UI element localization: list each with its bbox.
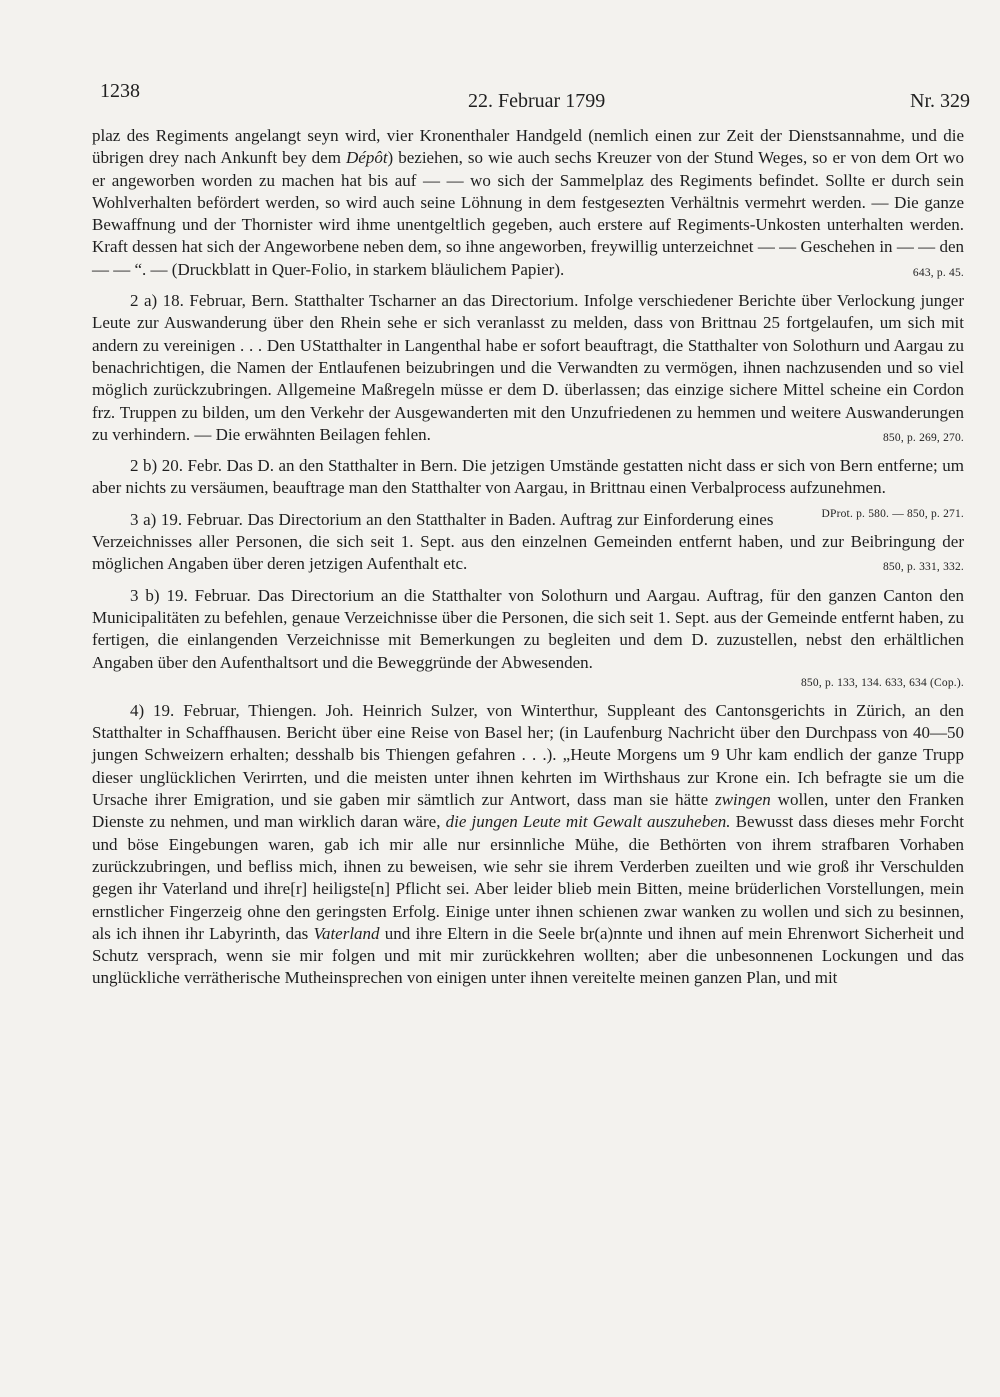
italic-text: Dépôt [346, 148, 388, 168]
italic-text: die jungen Leute mit Gewalt auszuheben. [445, 812, 731, 832]
entry-text: und ihre Eltern in die Seele br(a)nnte und ihnen auf mein Ehrenwort Sicherheit und Schutz versprach, wenn sie mir folgen und mit mir zurückkehren wollten; aber die unbesonnenen Lockungen und das unglückliche verrätherische Mutheinsprechen von einigen unter ihnen vereitelte meinen ganzen Plan, und mit [92, 923, 964, 988]
entry-2a [92, 290, 964, 446]
entry-3b [92, 585, 964, 691]
paragraph-text: plaz des Regiments angelangt seyn wird, vier Kronenthaler Handgeld (nemlich einen zur Zeit der Dienstsannahme, und die übrigen drey nach Ankunft bey dem [92, 126, 964, 168]
entry-text: 2 a) 18. Februar, Bern. Statthalter Tscharner an das Directorium. Infolge verschiedener Berichte über Verlockung junger Leute zur Auswanderung über den Rhein sehe er sich veranlasst zu melden, dass von Brittnau 25 fortgelaufen, um sich mit andern zu vereinigen . . . Den UStatthalter in Langenthal habe er sofort beauftragt, die Statthalter von Solothurn und Aargau zu benachrichtigen, die Namen der Entlaufenen beizubringen und die Verwandten zu vermögen, ihnen nachzusenden und so viel möglich zurückzubringen. Allgemeine Maßregeln müsse er dem D. überlassen; das einzige sichere Mittel scheine ein Cordon frz. Truppen zu bilden, um den Verkehr der Ausgewanderten mit den Unzufriedenen zu hemmen und weitere Auswanderungen zu verhindern. — Die erwähnten Beilagen fehlen. [92, 291, 964, 444]
page-header [100, 80, 970, 110]
source-reference: 643, p. 45. [912, 266, 964, 279]
page-number: 1238 [100, 80, 140, 102]
document-number: Nr. 329 [910, 90, 970, 112]
entry-4 [92, 700, 964, 990]
italic-text: Vaterland [313, 923, 380, 943]
page-body [92, 125, 964, 990]
source-reference: 850, p. 331, 332. [882, 561, 964, 574]
source-reference: 850, p. 133, 134. 633, 634 (Cop.). [800, 676, 964, 689]
source-reference: 850, p. 269, 270. [882, 431, 964, 444]
italic-text: zwingen [715, 790, 771, 810]
entry-text: 4) 19. Februar, Thiengen. Joh. Heinrich Sulzer, von Winterthur, Suppleant des Cantonsgerichts in Zürich, an den Statthalter in Schaffhausen. Bericht über eine Reise von Basel her; (in Laufenburg Nachricht über den Durchpass von 40—50 jungen Schweizern erhalten; desshalb bis Thiengen gefahren . . .). „Heute Morgens um 9 Uhr kam endlich der ganze Trupp dieser unglücklichen Verirrten, und die meisten unter ihnen kehrten im Wirthshaus zur Krone ein. Ich befragte sie um die Ursache ihrer Emigration, und sie gaben mir sämtlich zur Antwort, dass man sie hätte [92, 700, 964, 810]
continued-paragraph [92, 125, 964, 281]
entry-text: 3 b) 19. Februar. Das Directorium an die Statthalter von Solothurn und Aargau. Auftrag, für den ganzen Canton den Municipalitäten zu befehlen, genaue Verzeichnisse über die Personen, die sich seit 1. Sept. aus der Gemeinde entfernt haben, zu fertigen, die einlangenden Verzeichnisse mit Bemerkungen zu begleiten und dem D. zuzustellen, nebst den erhältlichen Angaben über den Aufenthaltsort und die Beweggründe der Abwesenden. [92, 585, 964, 672]
entry-text: 2 b) 20. Febr. Das D. an den Statthalter in Bern. Die jetzigen Umstände gestatten nicht dass er sich von Bern entferne; um aber nichts zu versäumen, beauftrage man den Statthalter von Aargau, in Brittnau einen Verbalprocess aufzunehmen. [92, 456, 964, 498]
header-date: 22. Februar 1799 [468, 90, 606, 112]
entry-text: Bewusst dass dieses mehr Forcht und böse Eingebungen waren, gab ich mir alle nur ersinnliche Mühe, die Bethörten von ihrem strafbaren Vorhaben zurückzubringen, und befliss mich, ihnen zu beweisen, wie sehr sie ihrem Verderben zueilten und wie groß ihr Verschulden gegen ihr Vaterland und ihre[r] heiligste[n] Pflicht sei. Aber leider blieb mein Bitten, meine brüderlichen Vorstellungen, mein ernstlicher Fingerzeig ohne den geringsten Erfolg. Einige unter ihnen schienen zwar wanken zu wollen und sich zu besinnen, als ich ihnen ihr Labyrinth, das [92, 812, 964, 943]
entry-2b [92, 455, 964, 520]
source-reference: DProt. p. 580. — 850, p. 271. [821, 507, 964, 520]
entry-text: wollen, unter den Franken Dienste zu nehmen, und man wirklich daran wäre, [92, 790, 965, 832]
paragraph-text: ) beziehen, so wie auch sechs Kreuzer von der Stund Weges, so er von dem Ort wo er angeworben worden zu machen hat bis auf — — wo sich der Sammelplaz des Regiments befindet. Sollte er durch sein Wohlverhalten befördert werden, so wird auch seine Löhnung in dem festgesezten Verhältnis vermehrt werden. — Die ganze Bewaffnung und der Thornister wird ihme unentgeltlich gegeben, auch erstere auf Regiments-Unkosten unterhalten werden. Kraft dessen hat sich der Angeworbene neben dem, so ihne angeworben, freywillig unterzeichnet — — Geschehen in — — den — — “. — (Druckblatt in Quer-Folio, in starkem bläulichem Papier). [92, 148, 965, 279]
entry-text: 3 a) 19. Februar. Das Directorium an den Statthalter in Baden. Auftrag zur Einforderung eines Verzeichnisses aller Personen, die sich seit 1. Sept. aus den einzelnen Gemeinden entfernt haben, und zur Beibringung der möglichen Angaben über deren jetzigen Aufenthalt etc. [92, 509, 964, 574]
